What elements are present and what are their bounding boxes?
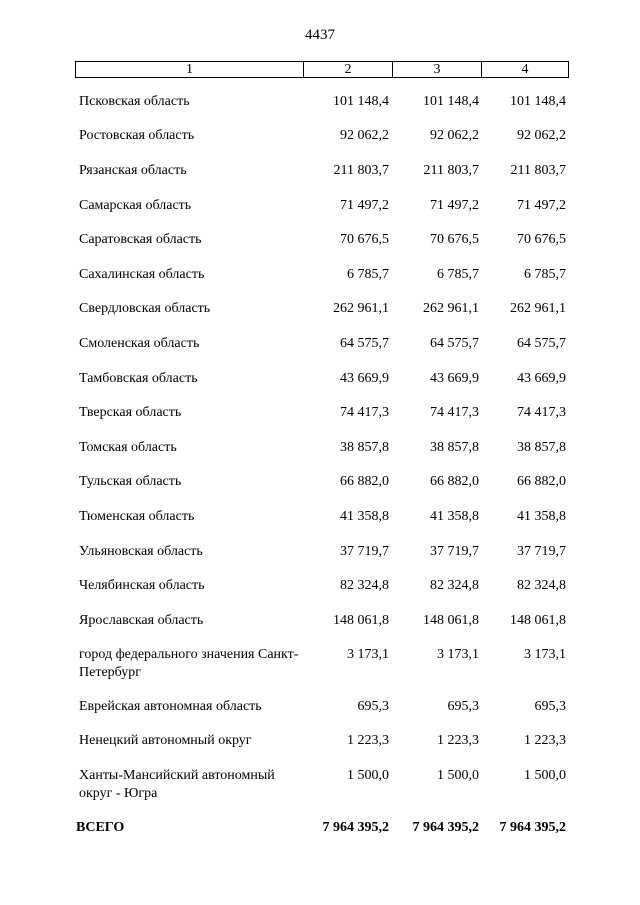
value-col-3: 74 417,3 (430, 405, 479, 420)
value-col-4: 66 882,0 (517, 474, 566, 489)
value-col-3: 695,3 (447, 699, 479, 714)
value-col-2: 3 173,1 (347, 647, 389, 662)
value-col-2: 71 497,2 (340, 198, 389, 213)
value-col-3: 71 497,2 (430, 198, 479, 213)
region-name: Тамбовская область (79, 371, 198, 386)
value-col-4: 71 497,2 (517, 198, 566, 213)
value-col-3: 64 575,7 (430, 336, 479, 351)
region-name: Свердловская область (79, 301, 211, 316)
value-col-4: 148 061,8 (510, 613, 566, 628)
region-name: Ханты-Мансийский автономный округ - Югра (79, 768, 275, 801)
header-col-4: 4 (482, 62, 569, 78)
value-col-4: 43 669,9 (517, 371, 566, 386)
value-col-3: 82 324,8 (430, 578, 479, 593)
value-col-2: 262 961,1 (333, 301, 389, 316)
region-name: Ульяновская область (79, 544, 203, 559)
header-col-1: 1 (76, 62, 304, 78)
value-col-4: 3 173,1 (524, 647, 566, 662)
value-col-3: 3 173,1 (437, 647, 479, 662)
region-name: Ненецкий автономный округ (79, 733, 252, 748)
value-col-3: 1 500,0 (437, 768, 479, 783)
header-col-2: 2 (304, 62, 393, 78)
region-name: Рязанская область (79, 163, 187, 178)
value-col-4: 38 857,8 (517, 440, 566, 455)
value-col-2: 38 857,8 (340, 440, 389, 455)
value-col-3: 41 358,8 (430, 509, 479, 524)
value-col-3: 1 223,3 (437, 733, 479, 748)
region-name: Ярославская область (79, 613, 204, 628)
total-col-2: 7 964 395,2 (322, 820, 389, 835)
value-col-2: 148 061,8 (333, 613, 389, 628)
value-col-3: 43 669,9 (430, 371, 479, 386)
value-col-3: 262 961,1 (423, 301, 479, 316)
value-col-2: 211 803,7 (333, 163, 389, 178)
region-name: город федерального значения Санкт-Петербург (79, 647, 299, 680)
header-col-3: 3 (393, 62, 482, 78)
region-name: Псковская область (79, 94, 190, 109)
value-col-3: 37 719,7 (430, 544, 479, 559)
region-name: Еврейская автономная область (79, 699, 262, 714)
value-col-2: 695,3 (357, 699, 389, 714)
page-number: 4437 (305, 27, 335, 43)
value-col-2: 101 148,4 (333, 94, 389, 109)
value-col-3: 211 803,7 (423, 163, 479, 178)
region-name: Сахалинская область (79, 267, 205, 282)
value-col-4: 92 062,2 (517, 128, 566, 143)
region-name: Тверская область (79, 405, 182, 420)
value-col-4: 6 785,7 (524, 267, 566, 282)
value-col-3: 66 882,0 (430, 474, 479, 489)
value-col-3: 38 857,8 (430, 440, 479, 455)
value-col-2: 70 676,5 (340, 232, 389, 247)
value-col-2: 6 785,7 (347, 267, 389, 282)
value-col-3: 101 148,4 (423, 94, 479, 109)
value-col-4: 70 676,5 (517, 232, 566, 247)
value-col-4: 41 358,8 (517, 509, 566, 524)
region-name: Томская область (79, 440, 177, 455)
value-col-4: 82 324,8 (517, 578, 566, 593)
region-name: Смоленская область (79, 336, 200, 351)
value-col-4: 211 803,7 (510, 163, 566, 178)
value-col-2: 1 223,3 (347, 733, 389, 748)
value-col-2: 82 324,8 (340, 578, 389, 593)
total-col-4: 7 964 395,2 (499, 820, 566, 835)
value-col-2: 37 719,7 (340, 544, 389, 559)
value-col-4: 74 417,3 (517, 405, 566, 420)
region-name: Тюменская область (79, 509, 195, 524)
total-label: ВСЕГО (76, 820, 125, 835)
value-col-2: 41 358,8 (340, 509, 389, 524)
region-name: Ростовская область (79, 128, 195, 143)
region-name: Тульская область (79, 474, 182, 489)
value-col-2: 43 669,9 (340, 371, 389, 386)
value-col-3: 6 785,7 (437, 267, 479, 282)
value-col-4: 37 719,7 (517, 544, 566, 559)
value-col-3: 148 061,8 (423, 613, 479, 628)
value-col-3: 92 062,2 (430, 128, 479, 143)
value-col-4: 64 575,7 (517, 336, 566, 351)
region-name: Самарская область (79, 198, 192, 213)
value-col-2: 1 500,0 (347, 768, 389, 783)
table-header (75, 61, 569, 78)
value-col-4: 262 961,1 (510, 301, 566, 316)
value-col-2: 74 417,3 (340, 405, 389, 420)
value-col-4: 101 148,4 (510, 94, 566, 109)
value-col-2: 66 882,0 (340, 474, 389, 489)
total-col-3: 7 964 395,2 (412, 820, 479, 835)
value-col-4: 1 223,3 (524, 733, 566, 748)
value-col-2: 64 575,7 (340, 336, 389, 351)
value-col-3: 70 676,5 (430, 232, 479, 247)
value-col-4: 695,3 (534, 699, 566, 714)
region-name: Саратовская область (79, 232, 202, 247)
region-name: Челябинская область (79, 578, 205, 593)
value-col-2: 92 062,2 (340, 128, 389, 143)
value-col-4: 1 500,0 (524, 768, 566, 783)
